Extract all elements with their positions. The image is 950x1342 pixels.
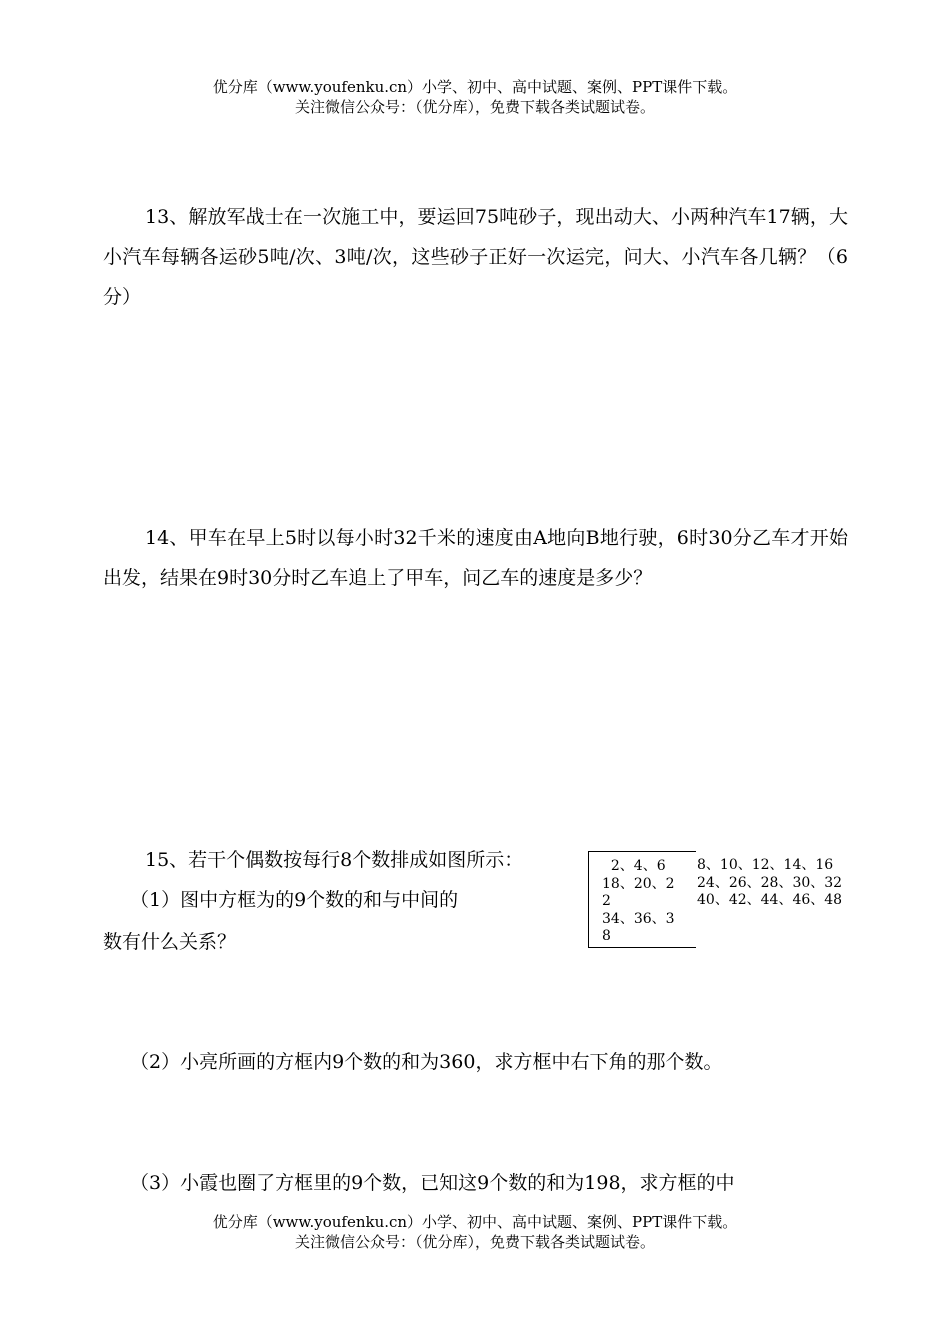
footer-line-2: 关注微信公众号：（优分库），免费下载各类试题试卷。 bbox=[294, 1233, 655, 1251]
question-15-part-1-line-2: 数有什么关系？ bbox=[103, 931, 237, 953]
question-15-part-2: （2）小亮所画的方框内9个数的和为360，求方框中右下角的那个数。 bbox=[130, 1051, 723, 1073]
frame-line: 34、36、3 bbox=[602, 910, 675, 927]
number-row: 40、42、44、46、48 bbox=[697, 892, 843, 908]
header-line-1: 优分库（www.youfenku.cn）小学、初中、高中试题、案例、PPT课件下载。 bbox=[212, 78, 738, 96]
even-number-rows bbox=[697, 857, 842, 910]
question-15-part-1-line-1: （1）图中方框为的9个数的和与中间的 bbox=[130, 889, 459, 911]
question-14: 14、甲车在早上5时以每小时32千米的速度由A地向B地行驶，6时30分乙车才开始出发，结果在9时30分时乙车追上了甲车，问乙车的速度是多少？ bbox=[103, 527, 848, 589]
question-15-intro: 15、若干个偶数按每行8个数排成如图所示： bbox=[145, 849, 524, 871]
header-line-2: 关注微信公众号：（优分库），免费下载各类试题试卷。 bbox=[294, 98, 655, 116]
even-number-frame bbox=[588, 851, 696, 948]
frame-line: 2 bbox=[602, 893, 611, 909]
number-row: 8、10、12、14、16 bbox=[697, 857, 834, 873]
question-13: 13、解放军战士在一次施工中，要运回75吨砂子，现出动大、小两种汽车17辆，大小汽车每辆各运砂5吨/次、3吨/次，这些砂子正好一次运完，问大、小汽车各几辆？（6分） bbox=[103, 206, 848, 308]
footer-line-1: 优分库（www.youfenku.cn）小学、初中、高中试题、案例、PPT课件下载。 bbox=[212, 1213, 738, 1231]
frame-line: 18、20、2 bbox=[602, 875, 675, 892]
page-footer bbox=[0, 1212, 950, 1252]
page-header bbox=[0, 77, 950, 117]
question-15-part-3: （3）小霞也圈了方框里的9个数，已知这9个数的和为198，求方框的中 bbox=[130, 1172, 735, 1194]
frame-line: 2、4、6 bbox=[602, 858, 666, 874]
frame-line: 8 bbox=[602, 928, 611, 944]
number-row: 24、26、28、30、32 bbox=[697, 874, 843, 891]
